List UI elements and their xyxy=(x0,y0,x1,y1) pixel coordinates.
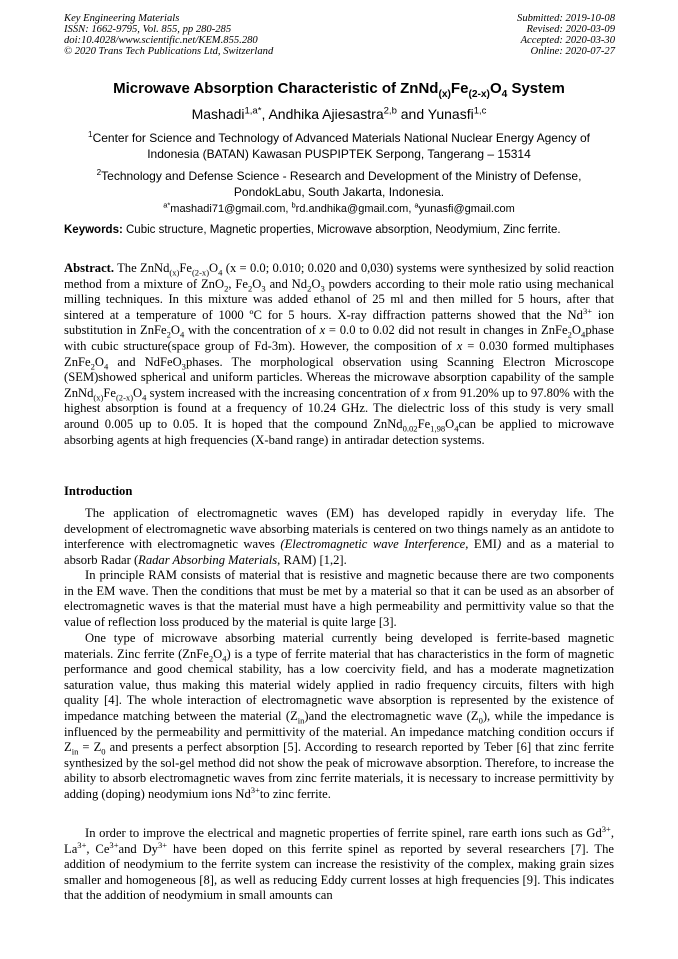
email-link[interactable]: mashadi71@gmail.com xyxy=(170,203,286,215)
date-accepted: Accepted: 2020-03-30 xyxy=(520,35,615,46)
date-revised: Revised: 2020-03-09 xyxy=(526,24,615,35)
email-link[interactable]: rd.andhika@gmail.com xyxy=(295,203,409,215)
abstract: Abstract. The $ZnNd_{(x)}Fe_{(2-x)}O_4$ (x = 0.0; 0.010; 0.020 and 0,030) systems were synthesized by solid reaction method from a mixture of ZnO$_2$, $Fe_2O_3$ and $Nd_2O_3$ powders according to their mole ratio using mechanical milling techniques. In this mixture was added ethanol of 25 ml and then milled for 5 hours, after that sintered at a temperature of 1000 ºC for 5 hours. X-ray diffraction patterns showed that the $Nd^{3+}$ ion substitution in $ZnFe_2O_4$ with the concentration of x = 0.0 to 0.02 did not result in changes in $ZnFe_2O_4phase$ with cubic structure(space group of Fd-3m). However, the composition of x = 0.030 formed multiphases $ZnFe_2O_4$ and NdFeO$_3$phases. The morphological observation using Scanning Electron Microscope (SEM)showed spherical and uniform particles. Whereas the microwave absorption capability of the sample $ZnNd_{(x)}Fe_{(2-x)}O_4$ system increased with the increasing concentration of x from 91.20% up to 97.80% with the highest absorption is found at a frequency of 10.24 GHz. The dielectric loss of this study is very small around 0.005 up to 0.05. It is hoped that the compound $ZnNd_{0.02}Fe_{1,98}O_4can$ be applied to microwave absorbing agents at high frequencies (X-band range) in antiradar detection systems. xyxy=(64,261,615,447)
copyright: © 2020 Trans Tech Publications Ltd, Switzerland xyxy=(64,46,274,57)
date-submitted: Submitted: 2019-10-08 xyxy=(517,13,615,24)
paragraph: In principle RAM consists of material that is resistive and magnetic because there are two components in the EM wave. Then the conditions that must be met by a material so that it can be used as an absorber of electromagnetic waves is that the material must have a high permeability and permittivity value so that the value of reflection loss produced by the material is quite large [3]. xyxy=(64,568,614,629)
paragraph: The application of electromagnetic waves (EM) has developed rapidly in everyday life. The development of electromagnetic wave absorbing materials is centered on two things namely as an antidote to interference with electromagnetic waves (Electromagnetic wave Interference, EMI) and as a material to absorb Radar (Radar Absorbing Materials, RAM) [1,2]. xyxy=(64,506,614,567)
author-list: Mashadi$^{1,a*}$, Andhika Ajiesastra$^{2,b}$ and Yunasfi$^{1,c}$ xyxy=(191,105,487,122)
affiliation-2: $^2$Technology and Defense Science - Research and Development of the Ministry of Defense, PondokLabu, South Jakarta, Indonesia. xyxy=(96,168,582,199)
keywords-text: Cubic structure, Magnetic properties, Microwave absorption, Neodymium, Zinc ferrite. xyxy=(126,224,561,236)
section-heading-introduction: Introduction xyxy=(64,484,133,498)
keywords-label: Keywords: xyxy=(64,224,123,236)
abstract-label: Abstract. xyxy=(64,261,115,275)
issn-volume: ISSN: 1662-9795, Vol. 855, pp 280-285 xyxy=(64,24,232,35)
publication-dates xyxy=(517,13,615,57)
journal-name: Key Engineering Materials xyxy=(64,13,180,24)
paragraph: One type of microwave absorbing material currently being developed is ferrite-based magnetic materials. Zinc ferrite $(ZnFe_2O_4)$ is a type of ferrite material that has characteristics in the form of magnetic performance and good chemical stability, has a low coercivity field, and has a moderate magnetization saturation value, thus making this material widely applied in radio frequency circuits, filters with high quality [4]. The whole interaction of electromagnetic wave absorption is represented by the existence of impedance matching between the material $(Z_{in})and$ the electromagnetic wave $(Z_0)$, while the impedance is influenced by the permeability and permittivity of the material. An impedance matching condition occurs if $Z_{in} = Z_0$ and presents a perfect absorption [5]. According to research reported by Teber [6] that zinc ferrite synthesized by the sol-gel method did not show the peak of microwave absorption. Therefore, to increase the ability to absorb electromagnetic waves from zinc ferrite materials, it is necessary to increase permittivity by adding (doping) neodymium ions $Nd^{3+}to$ zinc ferrite. xyxy=(64,631,614,801)
paper-title: Microwave Absorption Characteristic of $ZnNd_{(x)}Fe_{(2-x)}O_4$ System xyxy=(113,80,565,100)
doi: doi:10.4028/www.scientific.net/KEM.855.280 xyxy=(64,35,258,46)
affiliation-1: $^1$Center for Science and Technology of Advanced Materials National Nuclear Energy Agency of Indonesia (BATAN) Kawasan PUSPIPTEK Serpong, Tangerang – 15314 xyxy=(88,130,590,161)
email-link[interactable]: yunasfi@gmail.com xyxy=(418,203,515,215)
author-name: Mashadi xyxy=(191,106,245,122)
keywords xyxy=(64,222,618,238)
date-online: Online: 2020-07-27 xyxy=(530,46,615,57)
author-name: Yunasfi xyxy=(427,106,474,122)
author-name: Andhika Ajiesastra xyxy=(268,106,384,122)
author-emails: $^{a*}$mashadi71@gmail.com, $^b$rd.andhika@gmail.com, $^a$yunasfi@gmail.com xyxy=(163,200,515,215)
journal-info xyxy=(64,13,273,57)
paragraph: In order to improve the electrical and magnetic properties of ferrite spinel, rare earth ions such as $Gd^{3+}$, $La^{3+}$, $Ce^{3+}and$ $Dy^{3+}$ have been doped on this ferrite spinel as reported by several researchers [7]. The addition of neodymium to the ferrite system can increase the resistivity of the complex, making grain sizes smaller and homogeneous [8], as well as reducing Eddy current losses at high frequencies [9]. This indicates that the addition of neodymium in small amounts can xyxy=(64,823,614,903)
